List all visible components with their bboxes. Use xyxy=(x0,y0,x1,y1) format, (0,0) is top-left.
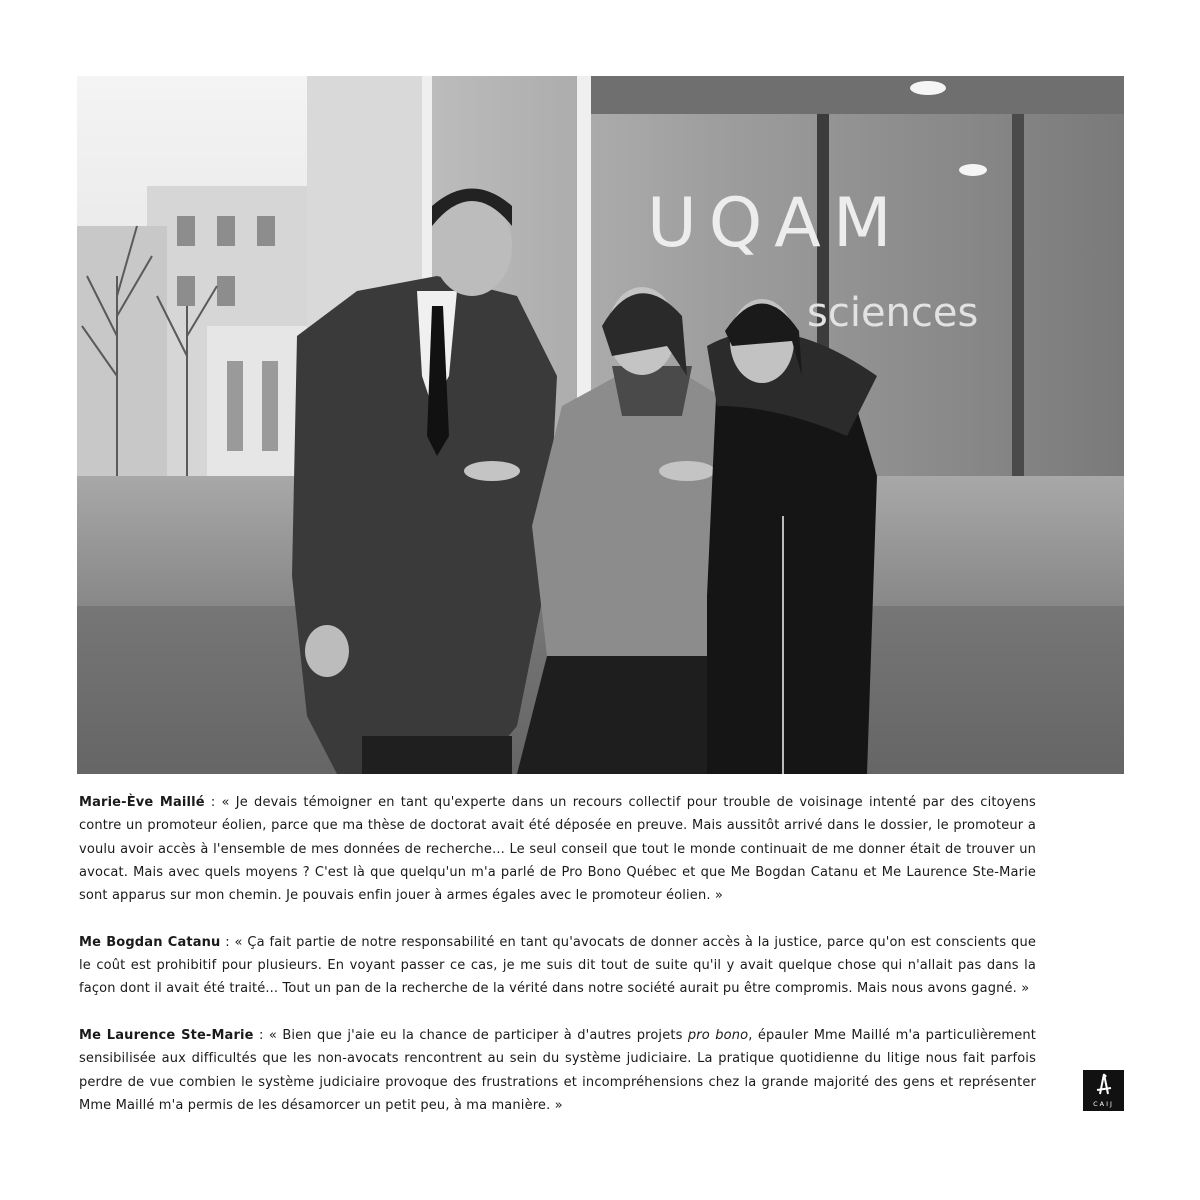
testimonial-text: , épauler Mme Maillé m'a particulièrement sensibilisée aux difficultés que les non-avocats rencontrent au sein du système judiciaire. La pratique quotidienne du litige nous fait parfois perdre de vue combien le système judiciaire provoque des frustrations et incompréhensions chez la grande majorité des gens et représenter Mme Maillé m'a permis de les désamorcer un petit peu, à ma manière. » xyxy=(79,1027,1036,1113)
caij-logo-mark-icon xyxy=(1083,1070,1124,1102)
sciences-sign: sciences xyxy=(807,290,979,336)
photo xyxy=(77,76,1124,774)
testimonials xyxy=(79,791,1036,1140)
testimonial-text: : « Ça fait partie de notre responsabilité en tant qu'avocats de donner accès à la justice, parce qu'on est conscients que le coût est prohibitif pour plusieurs. En voyant passer ce cas, je me suis dit tout de suite qu'il y avait quelque chose qui n'allait pas dans la façon dont il avait été traité... Tout un pan de la recherche de la vérité dans notre société aurait pu être compromis. Mais nous avons gagné. » xyxy=(79,934,1036,997)
testimonial-maille xyxy=(79,791,1036,907)
speaker-name: Me Bogdan Catanu xyxy=(79,934,221,950)
testimonial-text: : « Je devais témoigner en tant qu'experte dans un recours collectif pour trouble de voisinage intenté par des citoyens contre un promoteur éolien, parce que ma thèse de doctorat avait été déposée en preuve. Mais aussitôt arrivé dans le dossier, le promoteur a voulu avoir accès à l'ensemble de mes données de recherche... Le seul conseil que tout le monde continuait de me donner était de trouver un avocat. Mais avec quels moyens ? C'est là que quelqu'un m'a parlé de Pro Bono Québec et que Me Bogdan Catanu et Me Laurence Ste-Marie sont apparus sur mon chemin. Je pouvais enfin jouer à armes égales avec le promoteur éolien. » xyxy=(79,795,1036,904)
caij-logo xyxy=(1083,1070,1124,1111)
testimonial-catanu xyxy=(79,931,1036,1001)
speaker-name: Me Laurence Ste-Marie xyxy=(79,1027,254,1043)
background-house xyxy=(77,186,307,486)
group-photo-illustration xyxy=(77,76,1124,774)
testimonial-italic-text: pro bono xyxy=(687,1027,749,1043)
uqam-sign: UQAM xyxy=(647,184,904,263)
speaker-name: Marie-Ève Maillé xyxy=(79,795,205,810)
caij-logo-text: CAIJ xyxy=(1093,1100,1114,1108)
testimonial-text: : « Bien que j'aie eu la chance de participer à d'autres projets xyxy=(253,1027,688,1043)
right-woman-figure xyxy=(707,299,877,774)
testimonial-ste-marie xyxy=(79,1024,1036,1117)
